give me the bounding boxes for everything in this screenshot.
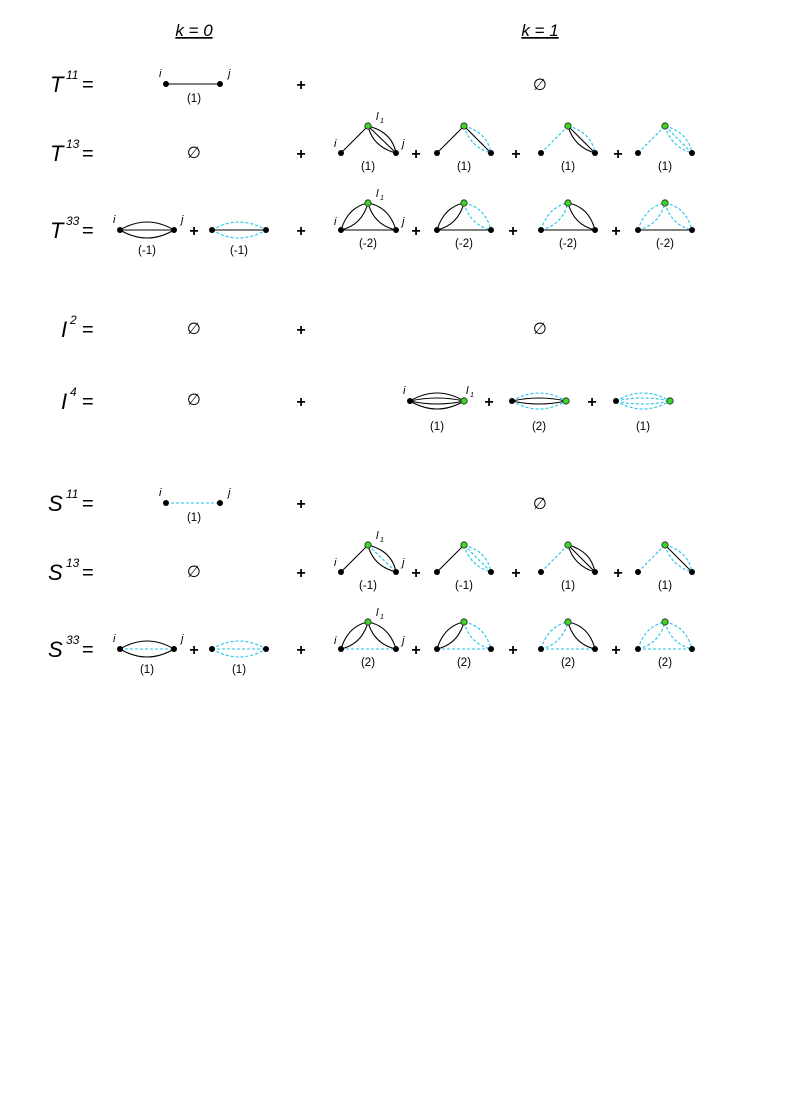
graph-S33-k1-2 bbox=[434, 619, 494, 669]
dashed-edge bbox=[212, 230, 266, 238]
coefficient-label: (2) bbox=[560, 657, 576, 669]
black-node bbox=[592, 150, 598, 156]
black-node bbox=[117, 646, 123, 652]
black-node bbox=[689, 150, 695, 156]
solid-edge bbox=[437, 622, 464, 649]
black-node bbox=[171, 646, 177, 652]
green-node bbox=[662, 542, 668, 548]
dashed-edge bbox=[212, 641, 266, 649]
black-node bbox=[163, 81, 169, 87]
graph-S11-k0 bbox=[159, 487, 231, 524]
solid-edge bbox=[512, 401, 566, 404]
dashed-edge bbox=[541, 622, 568, 649]
node-label-l1-sub: 1 bbox=[380, 118, 384, 125]
graph-S33-k1-3 bbox=[538, 619, 598, 669]
row-S13 bbox=[48, 530, 695, 592]
dashed-edge bbox=[212, 222, 266, 230]
graph-S33-k0-1 bbox=[113, 633, 184, 676]
solid-edge bbox=[120, 649, 174, 657]
black-node bbox=[217, 500, 223, 506]
solid-edge bbox=[464, 126, 491, 153]
coefficient-label: (2) bbox=[360, 657, 376, 669]
black-node bbox=[538, 150, 544, 156]
solid-edge bbox=[410, 398, 464, 401]
solid-edge bbox=[368, 622, 396, 649]
coefficient-label: (-2) bbox=[359, 238, 377, 250]
dashed-edge bbox=[665, 203, 692, 230]
plus-sign: + bbox=[508, 223, 518, 240]
green-node bbox=[461, 398, 467, 404]
green-node bbox=[461, 123, 467, 129]
green-node bbox=[365, 619, 371, 625]
black-node bbox=[434, 646, 440, 652]
row-S11-base: S bbox=[48, 491, 63, 516]
solid-edge bbox=[568, 126, 595, 153]
row-S11-sup: 11 bbox=[66, 487, 79, 501]
black-node bbox=[635, 150, 641, 156]
plus-sign: + bbox=[296, 146, 306, 163]
node-label-l1-sub: 1 bbox=[380, 614, 384, 621]
node-label-l1: l bbox=[376, 530, 379, 542]
solid-edge bbox=[341, 622, 368, 649]
dashed-edge bbox=[541, 203, 568, 230]
green-node bbox=[662, 123, 668, 129]
graph-S13-k1-3 bbox=[538, 542, 598, 592]
row-I4-base: I bbox=[61, 389, 68, 414]
node-label-j: j bbox=[181, 214, 184, 226]
black-node bbox=[635, 227, 641, 233]
dashed-edge bbox=[638, 545, 665, 572]
dashed-edge bbox=[541, 126, 568, 153]
empty-set-symbol: ∅ bbox=[533, 496, 547, 513]
row-I4-sup: 4 bbox=[70, 385, 77, 399]
plus-sign: + bbox=[296, 496, 306, 513]
dashed-edge bbox=[616, 401, 670, 404]
graph-T13-k1-1 bbox=[334, 111, 405, 173]
node-label-j: j bbox=[181, 633, 184, 645]
plus-sign: + bbox=[296, 322, 306, 339]
coefficient-label: (-1) bbox=[359, 580, 377, 592]
green-node bbox=[565, 123, 571, 129]
solid-edge bbox=[665, 545, 692, 572]
node-label-l1: l bbox=[376, 111, 379, 123]
row-S11 bbox=[48, 487, 547, 524]
row-I2-sup: 2 bbox=[70, 313, 77, 327]
black-node bbox=[689, 646, 695, 652]
solid-edge bbox=[568, 203, 595, 230]
black-node bbox=[393, 150, 399, 156]
solid-edge bbox=[437, 622, 464, 649]
empty-set-symbol: ∅ bbox=[187, 321, 201, 338]
coefficient-label: (1) bbox=[560, 161, 576, 173]
row-T11-base: T bbox=[50, 72, 64, 97]
coefficient-label: (-2) bbox=[455, 238, 473, 250]
green-node bbox=[662, 619, 668, 625]
black-node bbox=[407, 398, 413, 404]
green-node bbox=[565, 619, 571, 625]
graph-T33-k1-4 bbox=[635, 200, 695, 250]
black-node bbox=[592, 569, 598, 575]
dashed-edge bbox=[541, 622, 568, 649]
plus-sign: + bbox=[587, 394, 597, 411]
coefficient-label: (2) bbox=[657, 657, 673, 669]
plus-sign: + bbox=[411, 223, 421, 240]
node-label-i: i bbox=[403, 385, 406, 397]
empty-set-symbol: ∅ bbox=[187, 564, 201, 581]
plus-sign: + bbox=[411, 146, 421, 163]
coefficient-label: (-2) bbox=[656, 238, 674, 250]
node-label-i: i bbox=[159, 68, 162, 80]
solid-edge bbox=[341, 203, 368, 230]
dashed-edge bbox=[638, 203, 665, 230]
solid-edge bbox=[410, 401, 464, 404]
node-label-l1: l bbox=[466, 385, 469, 397]
black-node bbox=[217, 81, 223, 87]
graph-I4-k1-3 bbox=[613, 393, 673, 433]
node-label-i: i bbox=[334, 557, 337, 569]
black-node bbox=[171, 227, 177, 233]
green-node bbox=[365, 123, 371, 129]
coefficient-label: (-1) bbox=[455, 580, 473, 592]
black-node bbox=[393, 227, 399, 233]
row-T33 bbox=[50, 188, 695, 257]
coefficient-label: (-2) bbox=[559, 238, 577, 250]
graph-S13-k1-1 bbox=[334, 530, 405, 592]
dashed-edge bbox=[541, 203, 568, 230]
solid-edge bbox=[120, 641, 174, 649]
empty-set-symbol: ∅ bbox=[187, 392, 201, 409]
plus-sign: + bbox=[484, 394, 494, 411]
row-T13 bbox=[50, 111, 695, 173]
solid-edge bbox=[341, 545, 368, 572]
plus-sign: + bbox=[411, 565, 421, 582]
green-node bbox=[461, 619, 467, 625]
green-node bbox=[461, 542, 467, 548]
dashed-edge bbox=[541, 545, 568, 572]
plus-sign: + bbox=[189, 223, 199, 240]
solid-edge bbox=[568, 622, 595, 649]
black-node bbox=[263, 646, 269, 652]
dashed-edge bbox=[464, 545, 491, 572]
black-node bbox=[338, 150, 344, 156]
node-label-l1-sub: 1 bbox=[380, 537, 384, 544]
plus-sign: + bbox=[613, 146, 623, 163]
coefficient-label: (1) bbox=[560, 580, 576, 592]
node-label-l1: l bbox=[376, 607, 379, 619]
row-S33-sup: 33 bbox=[66, 633, 80, 647]
black-node bbox=[689, 227, 695, 233]
coefficient-label: (1) bbox=[139, 664, 155, 676]
green-node bbox=[662, 200, 668, 206]
black-node bbox=[488, 227, 494, 233]
dashed-edge bbox=[665, 203, 692, 230]
graph-S33-k1-4 bbox=[635, 619, 695, 669]
green-node bbox=[461, 200, 467, 206]
node-label-l1-sub: 1 bbox=[380, 195, 384, 202]
black-node bbox=[393, 569, 399, 575]
black-node bbox=[434, 150, 440, 156]
equals-sign: = bbox=[82, 74, 94, 96]
node-label-j: j bbox=[402, 635, 405, 647]
graph-T13-k1-3 bbox=[538, 123, 598, 173]
dashed-edge bbox=[464, 203, 491, 230]
node-label-i: i bbox=[334, 216, 337, 228]
plus-sign: + bbox=[296, 565, 306, 582]
plus-sign: + bbox=[511, 146, 521, 163]
black-node bbox=[592, 646, 598, 652]
coefficient-label: (1) bbox=[657, 580, 673, 592]
solid-edge bbox=[368, 203, 396, 230]
equals-sign: = bbox=[82, 391, 94, 413]
black-node bbox=[338, 646, 344, 652]
dashed-edge bbox=[616, 398, 670, 401]
plus-sign: + bbox=[296, 77, 306, 94]
equals-sign: = bbox=[82, 493, 94, 515]
dashed-edge bbox=[638, 126, 665, 153]
graph-T11-k0 bbox=[159, 68, 231, 105]
black-node bbox=[263, 227, 269, 233]
black-node bbox=[434, 569, 440, 575]
black-node bbox=[488, 569, 494, 575]
black-node bbox=[117, 227, 123, 233]
plus-sign: + bbox=[296, 394, 306, 411]
green-node bbox=[365, 542, 371, 548]
row-I4 bbox=[61, 385, 673, 433]
coefficient-label: (-1) bbox=[138, 245, 156, 257]
coefficient-label: (1) bbox=[360, 161, 376, 173]
green-node bbox=[563, 398, 569, 404]
solid-edge bbox=[341, 126, 368, 153]
black-node bbox=[592, 227, 598, 233]
coefficient-label: (1) bbox=[231, 664, 247, 676]
black-node bbox=[538, 569, 544, 575]
black-node bbox=[434, 227, 440, 233]
node-label-j: j bbox=[228, 487, 231, 499]
node-label-j: j bbox=[402, 216, 405, 228]
node-label-l1-sub: 1 bbox=[470, 392, 474, 399]
row-T13-base: T bbox=[50, 141, 64, 166]
row-T33-base: T bbox=[50, 218, 64, 243]
node-label-i: i bbox=[113, 633, 116, 645]
graph-T33-k1-2 bbox=[434, 200, 494, 250]
plus-sign: + bbox=[189, 642, 199, 659]
row-T13-sup: 13 bbox=[66, 137, 80, 151]
graph-T13-k1-2 bbox=[434, 123, 494, 173]
dashed-edge bbox=[638, 203, 665, 230]
black-node bbox=[163, 500, 169, 506]
graph-T33-k1-1 bbox=[334, 188, 405, 250]
solid-edge bbox=[512, 398, 566, 401]
black-node bbox=[488, 646, 494, 652]
solid-edge bbox=[368, 622, 396, 649]
dashed-edge bbox=[665, 622, 692, 649]
equals-sign: = bbox=[82, 220, 94, 242]
black-node bbox=[393, 646, 399, 652]
equals-sign: = bbox=[82, 562, 94, 584]
black-node bbox=[509, 398, 515, 404]
graph-I4-k1-2 bbox=[509, 393, 569, 433]
coefficient-label: (1) bbox=[429, 421, 445, 433]
plus-sign: + bbox=[508, 642, 518, 659]
equals-sign: = bbox=[82, 143, 94, 165]
solid-edge bbox=[568, 203, 595, 230]
node-label-i: i bbox=[159, 487, 162, 499]
solid-edge bbox=[437, 545, 464, 572]
black-node bbox=[338, 227, 344, 233]
empty-set-symbol: ∅ bbox=[533, 77, 547, 94]
plus-sign: + bbox=[613, 565, 623, 582]
graph-S33-k0-2 bbox=[209, 641, 269, 676]
coefficient-label: (1) bbox=[657, 161, 673, 173]
node-label-i: i bbox=[334, 635, 337, 647]
plus-sign: + bbox=[611, 223, 621, 240]
plus-sign: + bbox=[411, 642, 421, 659]
green-node bbox=[565, 542, 571, 548]
black-node bbox=[209, 646, 215, 652]
row-T33-sup: 33 bbox=[66, 214, 80, 228]
black-node bbox=[635, 569, 641, 575]
row-T11-sup: 11 bbox=[66, 68, 79, 82]
solid-edge bbox=[437, 203, 464, 230]
equals-sign: = bbox=[82, 319, 94, 341]
graph-T33-k0-1 bbox=[113, 214, 184, 257]
black-node bbox=[538, 646, 544, 652]
header-k0: k = 0 bbox=[175, 21, 213, 40]
dashed-edge bbox=[464, 622, 491, 649]
dashed-edge bbox=[665, 126, 692, 153]
solid-edge bbox=[568, 622, 595, 649]
row-I2 bbox=[61, 313, 547, 342]
black-node bbox=[338, 569, 344, 575]
green-node bbox=[565, 200, 571, 206]
equals-sign: = bbox=[82, 639, 94, 661]
node-label-i: i bbox=[334, 138, 337, 150]
dashed-edge bbox=[464, 203, 491, 230]
black-node bbox=[613, 398, 619, 404]
plus-sign: + bbox=[611, 642, 621, 659]
graph-S13-k1-4 bbox=[635, 542, 695, 592]
green-node bbox=[667, 398, 673, 404]
graph-T13-k1-4 bbox=[635, 123, 695, 173]
node-label-j: j bbox=[402, 138, 405, 150]
coefficient-label: (1) bbox=[456, 161, 472, 173]
solid-edge bbox=[341, 203, 368, 230]
dashed-edge bbox=[638, 622, 665, 649]
graph-S13-k1-2 bbox=[434, 542, 494, 592]
black-node bbox=[635, 646, 641, 652]
black-node bbox=[209, 227, 215, 233]
solid-edge bbox=[120, 230, 174, 238]
plus-sign: + bbox=[296, 642, 306, 659]
dashed-edge bbox=[464, 622, 491, 649]
coefficient-label: (-1) bbox=[230, 245, 248, 257]
plus-sign: + bbox=[296, 223, 306, 240]
solid-edge bbox=[341, 622, 368, 649]
dashed-edge bbox=[638, 622, 665, 649]
coefficient-label: (1) bbox=[186, 512, 202, 524]
solid-edge bbox=[368, 203, 396, 230]
solid-edge bbox=[437, 203, 464, 230]
dashed-edge bbox=[368, 545, 396, 572]
black-node bbox=[689, 569, 695, 575]
graph-T33-k0-2 bbox=[209, 222, 269, 257]
solid-edge bbox=[437, 126, 464, 153]
black-node bbox=[538, 227, 544, 233]
row-T11 bbox=[50, 68, 547, 105]
solid-edge bbox=[120, 222, 174, 230]
dashed-edge bbox=[212, 649, 266, 657]
row-I2-base: I bbox=[61, 317, 68, 342]
coefficient-label: (2) bbox=[531, 421, 547, 433]
coefficient-label: (2) bbox=[456, 657, 472, 669]
solid-edge bbox=[568, 545, 595, 572]
solid-edge bbox=[368, 126, 396, 153]
plus-sign: + bbox=[511, 565, 521, 582]
node-label-l1: l bbox=[376, 188, 379, 200]
green-node bbox=[365, 200, 371, 206]
row-S33-base: S bbox=[48, 637, 63, 662]
row-S33 bbox=[48, 607, 695, 676]
black-node bbox=[488, 150, 494, 156]
graph-I4-k1-1 bbox=[403, 385, 474, 433]
row-S13-sup: 13 bbox=[66, 556, 80, 570]
graph-T33-k1-3 bbox=[538, 200, 598, 250]
empty-set-symbol: ∅ bbox=[533, 321, 547, 338]
node-label-j: j bbox=[402, 557, 405, 569]
node-label-i: i bbox=[113, 214, 116, 226]
empty-set-symbol: ∅ bbox=[187, 145, 201, 162]
dashed-edge bbox=[665, 622, 692, 649]
node-label-j: j bbox=[228, 68, 231, 80]
coefficient-label: (1) bbox=[635, 421, 651, 433]
header-k1: k = 1 bbox=[521, 21, 559, 40]
coefficient-label: (1) bbox=[186, 93, 202, 105]
row-S13-base: S bbox=[48, 560, 63, 585]
graph-S33-k1-1 bbox=[334, 607, 405, 669]
